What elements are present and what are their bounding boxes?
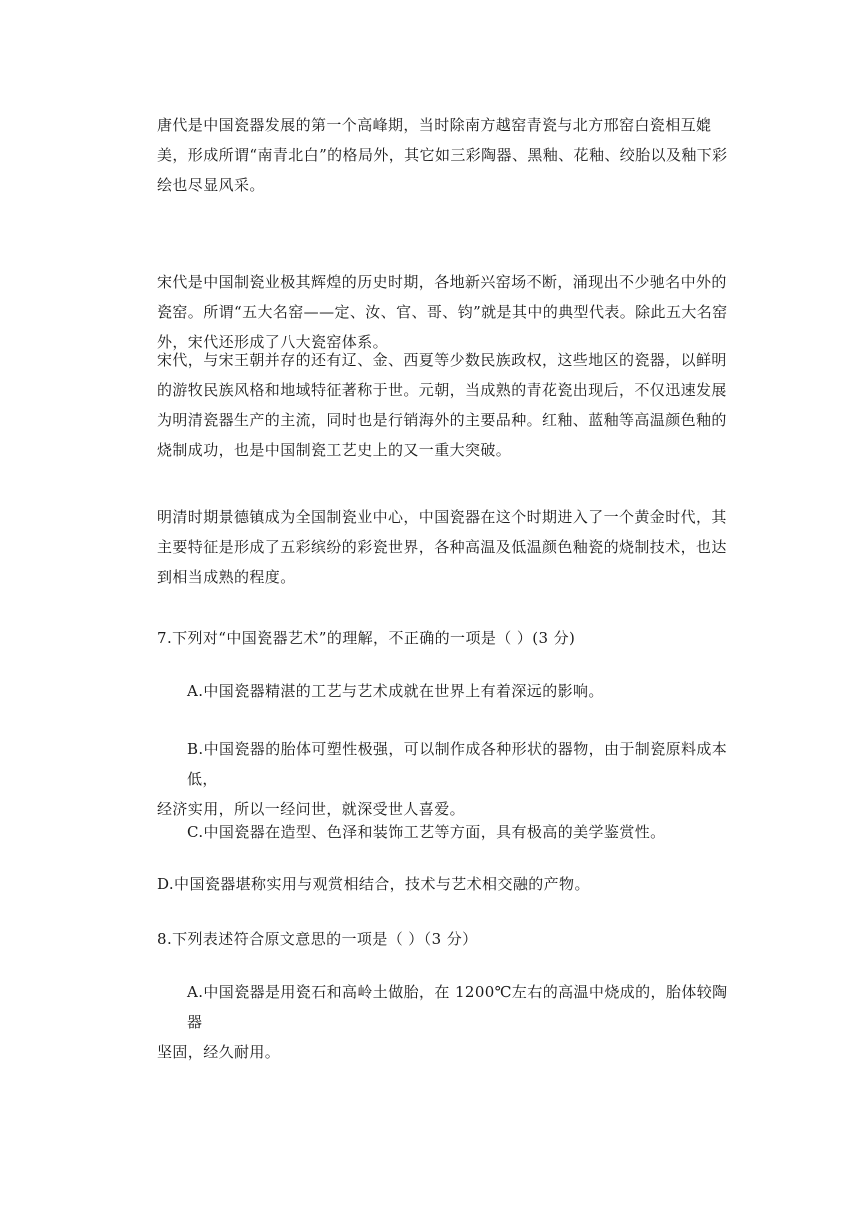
question-7-stem: 7.下列对“中国瓷器艺术”的理解，不正确的一项是（ ）(3 分) xyxy=(157,629,576,647)
question-7-option-b-line-1: B.中国瓷器的胎体可塑性极强，可以制作成各种形状的器物，由于制瓷原料成本低， xyxy=(187,740,728,788)
question-8-stem: 8.下列表述符合原文意思的一项是（ ）（3 分） xyxy=(157,930,478,948)
question-8-option-a-line-2: 坚固，经久耐用。 xyxy=(157,1043,281,1061)
question-7-option-a: A.中国瓷器精湛的工艺与艺术成就在世界上有着深远的影响。 xyxy=(187,682,604,700)
question-8-option-a xyxy=(157,977,739,1067)
passage-paragraph-3: 宋代，与宋王朝并存的还有辽、金、西夏等少数民族政权，这些地区的瓷器，以鲜明的游牧民族风格和地域特征著称于世。元朝，当成熟的青花瓷出现后，不仅迅速发展为明清瓷器生产的主流，同时也是行销海外的主要品种。红釉、蓝釉等高温颜色釉的烧制成功，也是中国制瓷工艺史上的又一重大突破。 xyxy=(157,351,727,459)
question-8-option-a-line-1: A.中国瓷器是用瓷石和高岭土做胎，在 1200℃左右的高温中烧成的，胎体较陶器 xyxy=(187,983,728,1031)
question-7-option-b-line-2: 经济实用，所以一经问世，就深受世人喜爱。 xyxy=(157,800,466,818)
question-7-option-b xyxy=(157,734,739,824)
passage-paragraph-1: 唐代是中国瓷器发展的第一个高峰期，当时除南方越窑青瓷与北方邢窑白瓷相互媲美，形成所谓“南青北白”的格局外，其它如三彩陶器、黑釉、花釉、绞胎以及釉下彩绘也尽显风采。 xyxy=(157,116,728,194)
passage-paragraph-4: 明清时期景德镇成为全国制瓷业中心，中国瓷器在这个时期进入了一个黄金时代，其主要特征是形成了五彩缤纷的彩瓷世界，各种高温及低温颜色釉瓷的烧制技术，也达到相当成熟的程度。 xyxy=(157,508,727,586)
question-7-option-d: D.中国瓷器堪称实用与观赏相结合，技术与艺术相交融的产物。 xyxy=(157,875,590,893)
passage-paragraph-2: 宋代是中国制瓷业极其辉煌的历史时期，各地新兴窑场不断，涌现出不少驰名中外的瓷窑。所谓“五大名窑——定、汝、官、哥、钧”就是其中的典型代表。除此五大名窑外，宋代还形成了八大瓷窑体系。 xyxy=(157,273,728,351)
question-7-option-c: C.中国瓷器在造型、色泽和装饰工艺等方面，具有极高的美学鉴赏性。 xyxy=(187,823,666,841)
